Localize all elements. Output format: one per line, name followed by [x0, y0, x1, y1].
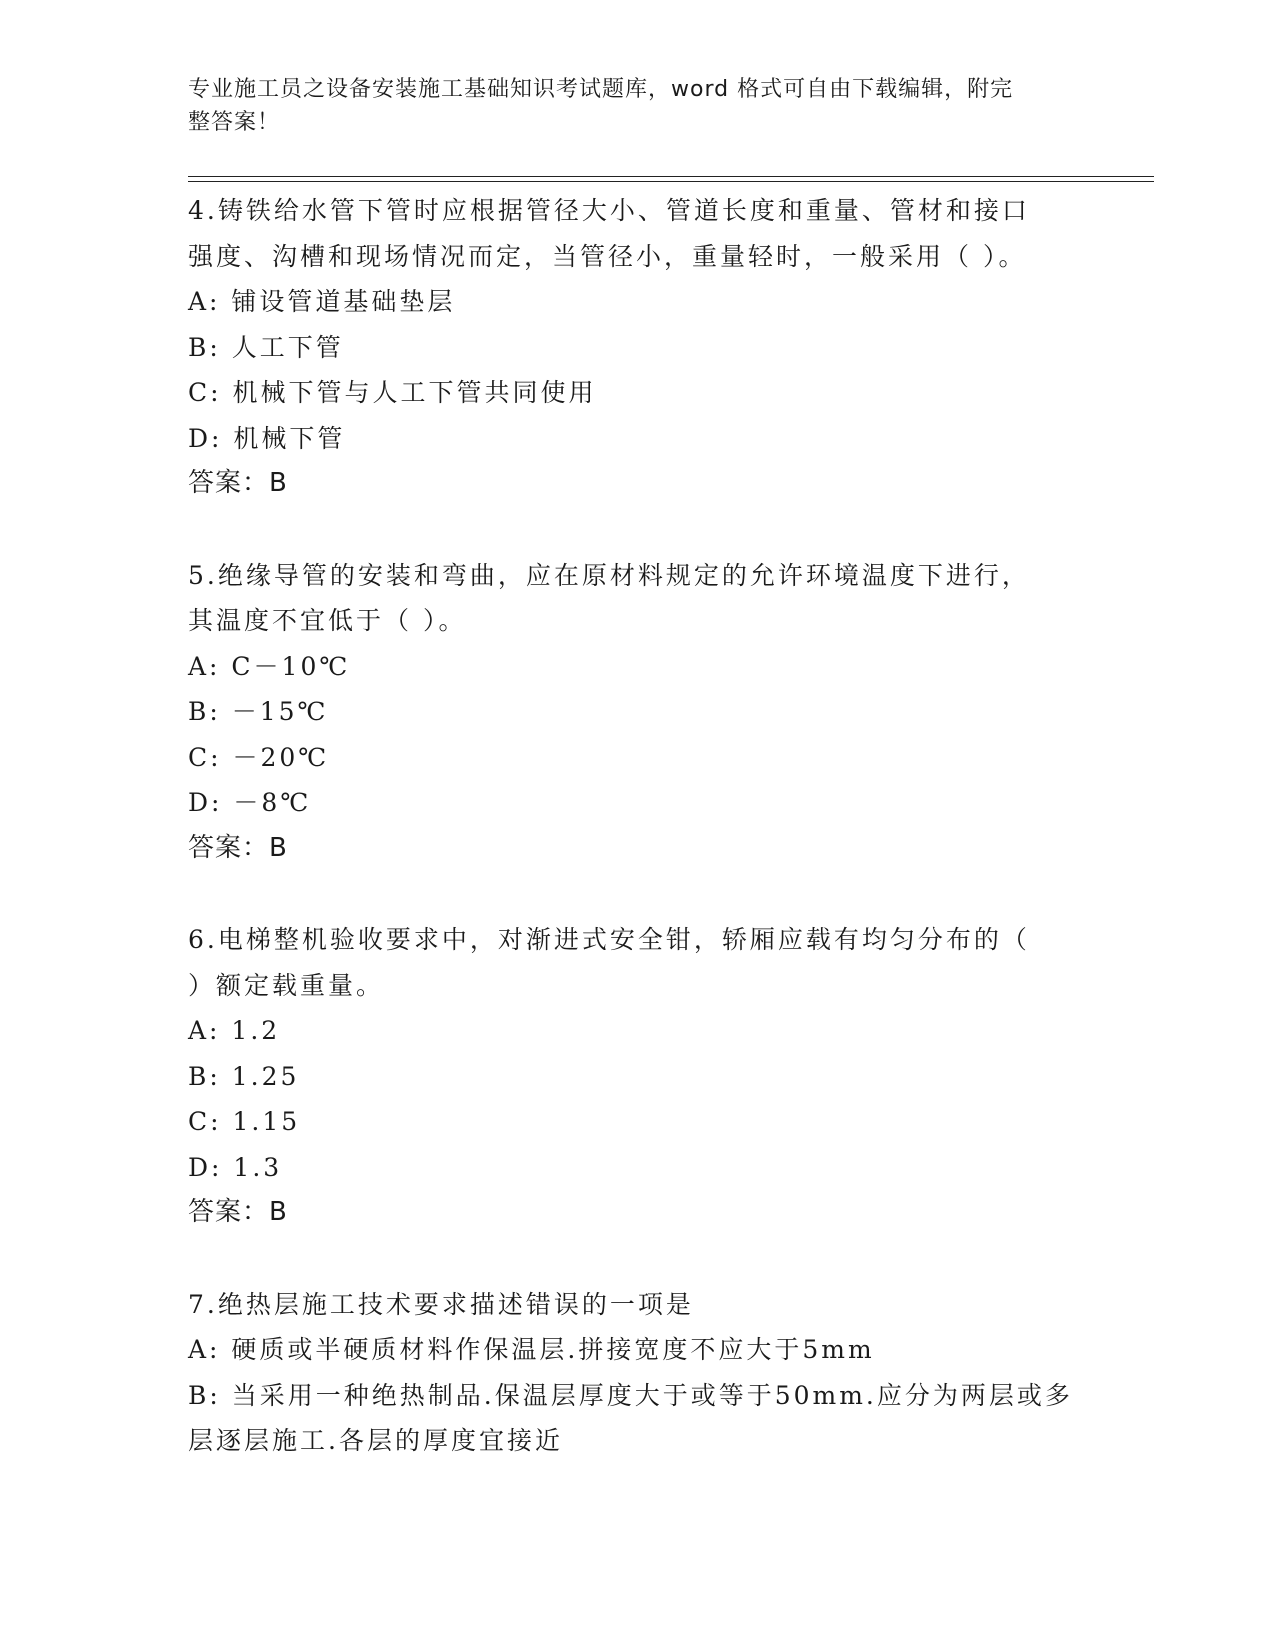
option-b: B: 当采用一种绝热制品.保温层厚度大于或等于50mm.应分为两层或多: [188, 1380, 1073, 1410]
question-6: [188, 917, 1088, 1236]
option-d: D: 机械下管: [188, 423, 346, 453]
question-spacer: [188, 507, 1088, 553]
header-divider-bottom: [188, 181, 1154, 182]
option-b: B: 1.25: [188, 1061, 300, 1091]
option-d: D: －8℃: [188, 788, 312, 817]
question-list: [188, 188, 1088, 1464]
question-4: [188, 188, 1088, 507]
header-title-line-2: 整答案！: [188, 110, 281, 135]
answer-label: 答案：B: [188, 468, 288, 498]
document-header: [188, 73, 1068, 139]
option-b-continuation: 层逐层施工.各层的厚度宜接近: [188, 1426, 563, 1455]
option-a: A: 硬质或半硬质材料作保温层.拼接宽度不应大于5mm: [188, 1335, 875, 1364]
question-stem-line: 其温度不宜低于（ ）。: [188, 606, 467, 635]
question-stem-line: 7.绝热层施工技术要求描述错误的一项是: [188, 1289, 694, 1319]
option-c: C: 机械下管与人工下管共同使用: [188, 378, 597, 407]
option-d: D: 1.3: [188, 1152, 283, 1182]
question-stem-line: 4.铸铁给水管下管时应根据管径大小、管道长度和重量、管材和接口: [188, 196, 1030, 225]
option-a: A: C－10℃: [188, 651, 351, 681]
question-spacer: [188, 1236, 1088, 1282]
option-b: B: －15℃: [188, 697, 329, 726]
answer-label: 答案：B: [188, 1197, 288, 1227]
option-b: B: 人工下管: [188, 332, 344, 362]
question-7: [188, 1282, 1088, 1464]
question-stem-line: 5.绝缘导管的安装和弯曲，应在原材料规定的允许环境温度下进行，: [188, 560, 1030, 590]
header-divider-top: [188, 176, 1154, 177]
header-title-line-1: 专业施工员之设备安装施工基础知识考试题库，word 格式可自由下载编辑，附完: [188, 77, 1014, 102]
question-5: [188, 553, 1088, 872]
question-spacer: [188, 871, 1088, 917]
option-c: C: －20℃: [188, 742, 330, 772]
option-a: A: 铺设管道基础垫层: [188, 287, 456, 316]
option-a: A: 1.2: [188, 1016, 281, 1045]
question-stem-line: 强度、沟槽和现场情况而定，当管径小，重量轻时，一般采用（ ）。: [188, 241, 1027, 271]
answer-label: 答案：B: [188, 832, 288, 863]
option-c: C: 1.15: [188, 1107, 301, 1136]
question-stem-line: ）额定载重量。: [188, 970, 385, 1000]
question-stem-line: 6.电梯整机验收要求中，对渐进式安全钳，轿厢应载有均匀分布的（: [188, 925, 1030, 954]
